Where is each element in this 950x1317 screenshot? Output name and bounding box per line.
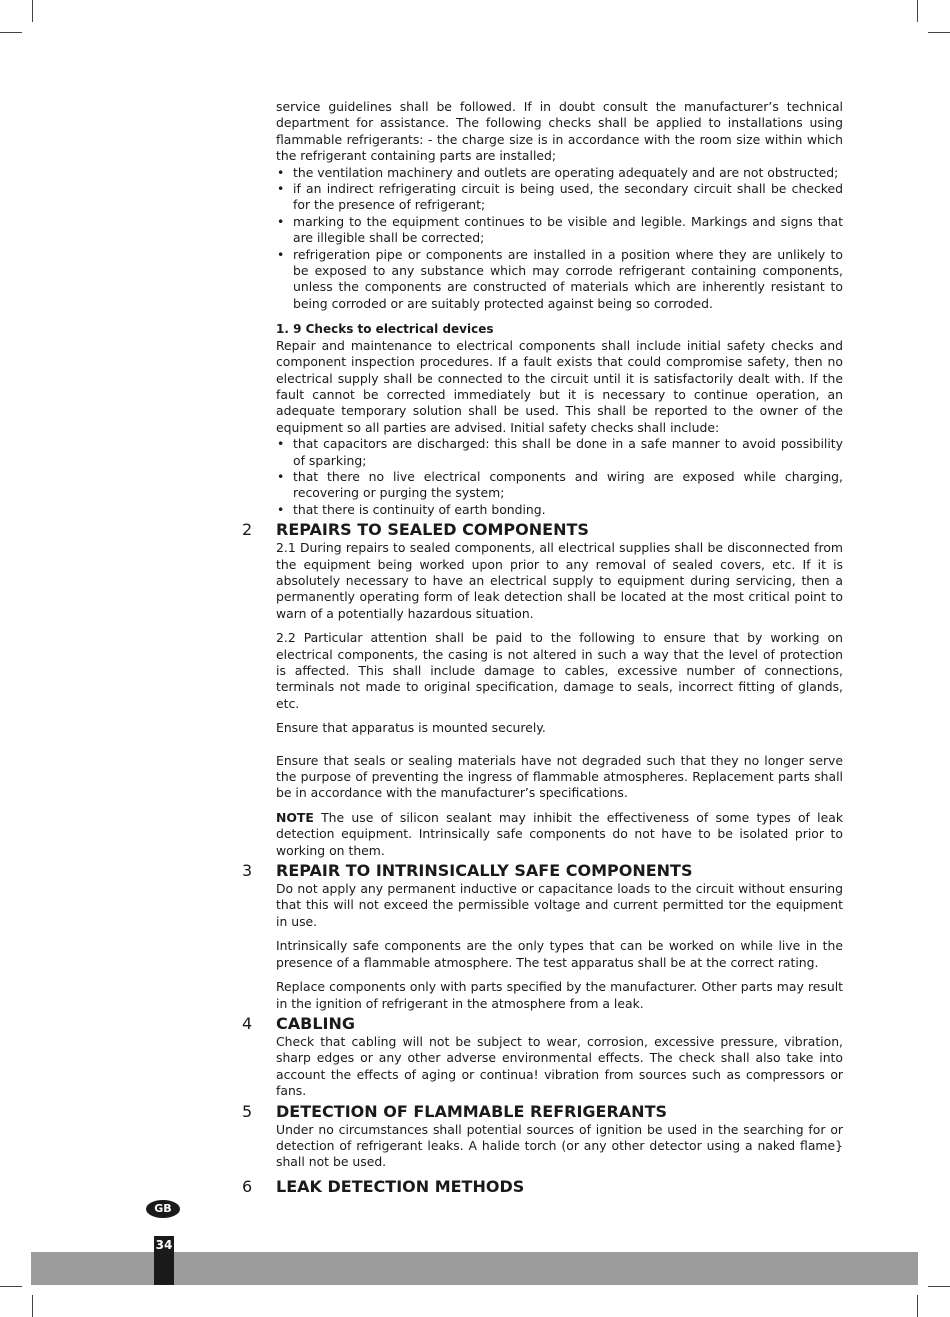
section-5	[242, 1101, 843, 1122]
crop-mark	[32, 1295, 33, 1317]
crop-mark	[928, 1286, 950, 1287]
list-item: • that there no live electrical components and wiring are exposed while charging, recovering or purging the system;	[276, 469, 843, 502]
list-item: • marking to the equipment continues to be visible and legible. Markings and signs that are illegible shall be corrected;	[276, 214, 843, 247]
page-number: 34	[154, 1236, 174, 1285]
section-number: 6	[242, 1176, 253, 1196]
language-badge: GB	[146, 1200, 180, 1218]
section-title: REPAIRS TO SEALED COMPONENTS	[276, 520, 589, 540]
section-number: 2	[242, 520, 253, 540]
paragraph: Ensure that seals or sealing materials have not degraded such that they no longer serve the purpose of preventing the ingress of flammable atmospheres. Replacement parts shall be in accordance with the manufacturer’s specifications.	[276, 752, 843, 801]
list-item: • that there is continuity of earth bonding.	[276, 502, 843, 518]
paragraph: 2.1 During repairs to sealed components, all electrical supplies shall be disconnected from the equipment being worked upon prior to any removal of sealed covers, etc. If it is absolutely necessary to have an electrical supply to equipment during servicing, then a permanently operating form of leak detection shall be located at the most critical point to warn of a potentially hazardous situation.	[276, 540, 843, 621]
section-title: CABLING	[276, 1013, 355, 1033]
intro-checklist	[276, 165, 843, 313]
section-6	[242, 1176, 843, 1197]
paragraph: Do not apply any permanent inductive or capacitance loads to the circuit without ensuring that this will not exceed the permissible voltage and current permitted tor the equipment in use.	[276, 881, 843, 929]
section-4	[242, 1013, 843, 1034]
section-3	[242, 861, 843, 881]
list-item: • that capacitors are discharged: this shall be done in a safe manner to avoid possibility of sparking;	[276, 436, 843, 469]
paragraph: 2.2 Particular attention shall be paid to the following to ensure that by working on electrical components, the casing is not altered in such a way that the level of protection is affected. This shall include damage to cables, excessive number of connections, terminals not made to original specification, damage to seals, incorrect fitting of glands, etc.	[276, 630, 843, 711]
section-number: 5	[242, 1101, 253, 1121]
section-2	[242, 520, 843, 540]
crop-mark	[928, 32, 950, 33]
crop-mark	[917, 1295, 918, 1317]
section-title: LEAK DETECTION METHODS	[276, 1176, 525, 1196]
paragraph: Ensure that apparatus is mounted securely.	[276, 720, 546, 736]
note-paragraph	[276, 810, 843, 859]
electrical-checklist	[276, 436, 843, 518]
list-item: • refrigeration pipe or components are installed in a position where they are unlikely to be exposed to any substance which may corrode refrigerant containing components, unless the components are constructed of materials which are inherently resistant to being corroded or are suitably protected against being so corroded.	[276, 247, 843, 313]
crop-mark	[0, 32, 22, 33]
paragraph: Under no circumstances shall potential sources of ignition be used in the searching for or detection of refrigerant leaks. A halide torch (or any other detector using a naked flame} shall not be used.	[276, 1121, 843, 1170]
crop-mark	[917, 0, 918, 22]
paragraph: Replace components only with parts specified by the manufacturer. Other parts may result in the ignition of refrigerant in the atmosphere from a leak.	[276, 979, 843, 1011]
intro-paragraph: service guidelines shall be followed. If in doubt consult the manufacturer’s technical department for assistance. The following checks shall be applied to installations using flammable refrigerants: - the charge size is in accordance with the room size within which the refrigerant containing parts are installed;	[276, 99, 843, 164]
subsection-heading: 1. 9 Checks to electrical devices	[276, 322, 494, 337]
section-title: REPAIR TO INTRINSICALLY SAFE COMPONENTS	[276, 861, 693, 881]
paragraph: Intrinsically safe components are the only types that can be worked on while live in the presence of a flammable atmosphere. The test apparatus shall be at the correct rating.	[276, 938, 843, 970]
crop-mark	[32, 0, 33, 22]
note-label: NOTE	[276, 809, 314, 825]
page-content	[242, 99, 843, 1197]
note-text: The use of silicon sealant may inhibit the effectiveness of some types of leak detection equipment. Intrinsically safe components do not have to be isolated prior to working on them.	[276, 809, 843, 858]
list-item: • the ventilation machinery and outlets are operating adequately and are not obstructed;	[276, 165, 843, 181]
list-item: • if an indirect refrigerating circuit is being used, the secondary circuit shall be checked for the presence of refrigerant;	[276, 181, 843, 214]
section-title: DETECTION OF FLAMMABLE REFRIGERANTS	[276, 1101, 667, 1121]
subsection-body: Repair and maintenance to electrical components shall include initial safety checks and component inspection procedures. If a fault exists that could compromise safety, then no electrical supply shall be connected to the circuit until it is satisfactorily dealt with. If the fault cannot be corrected immediately but it is necessary to continue operation, an adequate temporary solution shall be used. This shall be reported to the owner of the equipment so all parties are advised. Initial safety checks shall include:	[276, 337, 843, 435]
section-number: 4	[242, 1013, 253, 1033]
crop-mark	[0, 1286, 22, 1287]
section-number: 3	[242, 861, 253, 881]
paragraph: Check that cabling will not be subject to wear, corrosion, excessive pressure, vibration, sharp edges or any other adverse environmental effects. The check shall also take into account the effects of aging or continua! vibration from sources such as compressors or fans.	[276, 1033, 843, 1099]
